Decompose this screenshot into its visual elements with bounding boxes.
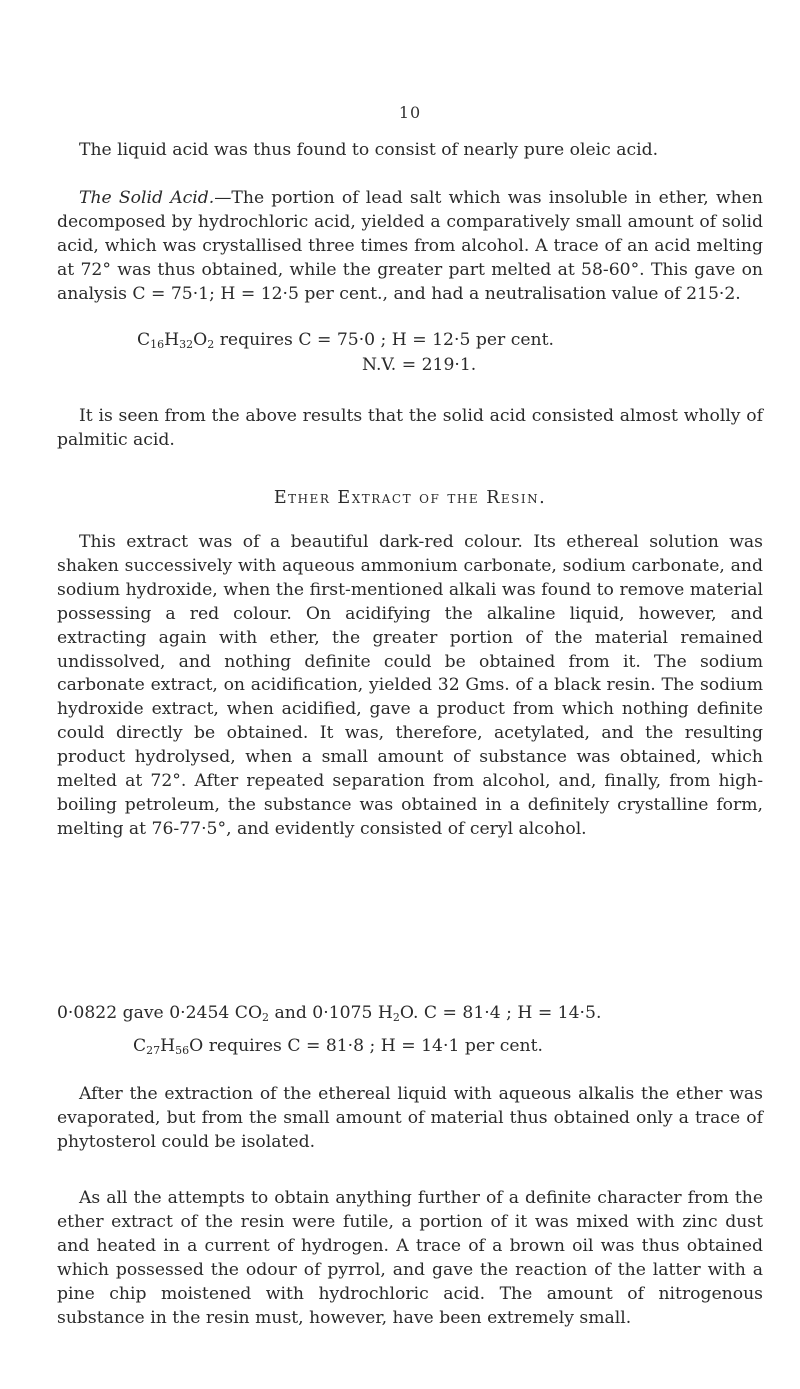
formula-analysis: 0·0822 gave 0·2454 $CO_2$ and 0·1075 $H_2O$. C = 81·4 ; H = 14·5. <box>57 1003 602 1024</box>
paragraph-6: As all the attempts to obtain anything further of a definite character from the ether extract of the resin were futile, a portion of it was mixed with zinc dust and heated in a current of hydrogen. A trace of a brown oil was thus obtained which possessed the odour of pyrrol, and gave the reaction of the latter with a pine chip moistened with hydrochloric acid. The amount of nitrogenous substance in the resin must, however, have been extremely small. <box>57 1188 763 1328</box>
heading-ether-extract: Ether Extract of the Resin. <box>273 488 547 508</box>
paragraph-conclusion <box>57 405 763 453</box>
formula-block-2 <box>57 1002 763 1059</box>
paragraph-zinc-dust <box>57 1187 763 1330</box>
paragraph-oleic <box>57 139 763 163</box>
paragraph-2 <box>57 187 763 307</box>
formula-ceryl: $C_{27}H_{56}O$ requires C = 81·8 ; H = 14·1 per cent. <box>133 1035 543 1057</box>
paragraph-2-body: —The portion of lead salt which was insoluble in ether, when decomposed by hydrochloric acid, yielded a comparatively small amount of solid acid, which was crystallised three times from alcohol. A trace of an acid melting at 72° was thus obtained, while the greater part melted at 58-60°. This gave on analysis C = 75·1; H = 12·5 per cent., and had a neutralisation value of 215·2. <box>57 188 763 304</box>
paragraph-phytosterol <box>57 1083 763 1155</box>
section-title-solid-acid: The Solid Acid. <box>79 188 215 208</box>
section-heading <box>57 487 763 511</box>
formula-block-1 <box>57 329 763 378</box>
paragraph-1: The liquid acid was thus found to consist of nearly pure oleic acid. <box>79 140 659 160</box>
paragraph-4: This extract was of a beautiful dark-red colour. Its ethereal solution was shaken successively with aqueous ammonium carbonate, sodium carbonate, and sodium hydroxide, when the first-mentioned alkali was found to remove material possessing a red colour. On acidifying the alkaline liquid, however, and extracting again with ether, the greater portion of the material remained undissolved, and nothing definite could be obtained from it. The sodium carbonate extract, on acidification, yielded 32 Gms. of a black resin. The sodium hydroxide extract, when acidified, gave a product from which nothing definite could directly be obtained. It was, therefore, acetylated, and the resulting product hydrolysed, when a small amount of substance was obtained, which melted at 72°. After repeated separation from alcohol, and, finally, from high-boiling petroleum, the substance was obtained in a definitely crystalline form, melting at 76-77·5°, and evidently consisted of ceryl alcohol. <box>57 532 763 839</box>
formula-palmitic: $C_{16}H_{32}O_2$ requires C = 75·0 ; H = 12·5 per cent. <box>137 330 554 351</box>
paragraph-solid-acid <box>57 187 763 307</box>
formula-neutralisation: N.V. = 219·1. <box>362 354 477 375</box>
paragraph-3: It is seen from the above results that the solid acid consisted almost wholly of palmitic acid. <box>57 406 763 450</box>
paragraph-ether-extract <box>57 531 763 842</box>
page-number: 10 <box>398 103 422 122</box>
paragraph-5: After the extraction of the ethereal liquid with aqueous alkalis the ether was evaporated, but from the small amount of material thus obtained only a trace of phytosterol could be isolated. <box>57 1084 763 1152</box>
